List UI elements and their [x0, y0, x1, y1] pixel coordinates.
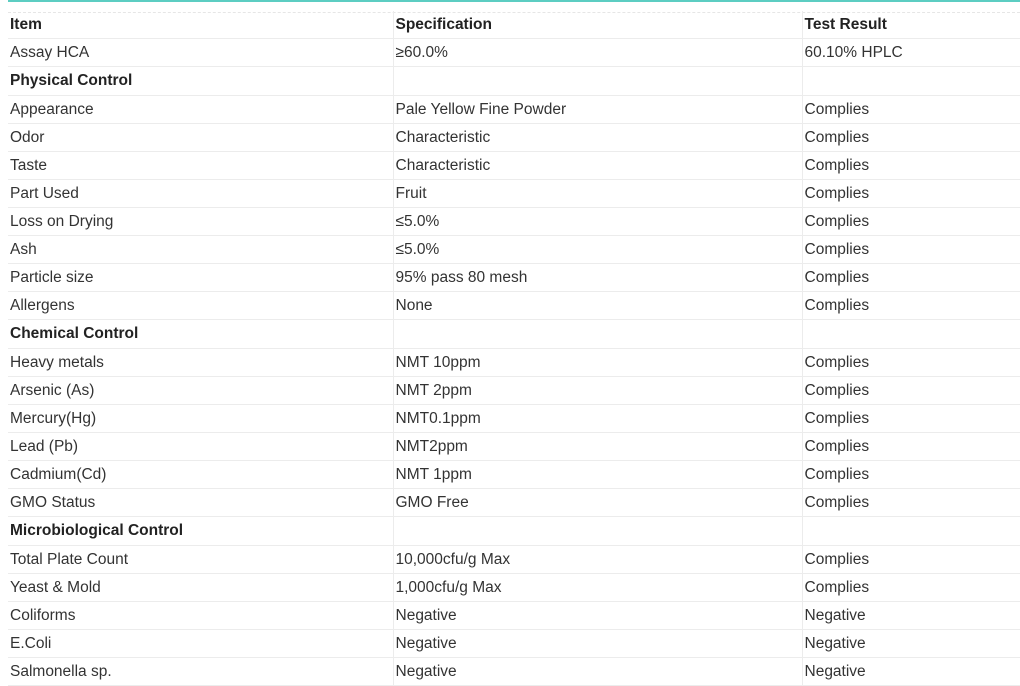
- cell-specification: Characteristic: [393, 124, 802, 152]
- cell-test-result: Complies: [802, 461, 1020, 489]
- specification-table: [8, 11, 1020, 686]
- top-accent-rule: [8, 0, 1020, 2]
- cell-specification: Pale Yellow Fine Powder: [393, 96, 802, 124]
- column-header-specification: Specification: [393, 11, 802, 39]
- cell-test-result: Complies: [802, 152, 1020, 180]
- cell-specification: 10,000cfu/g Max: [393, 546, 802, 574]
- cell-test-result: Negative: [802, 630, 1020, 658]
- cell-specification: None: [393, 292, 802, 320]
- cell-item: Coliforms: [8, 602, 393, 630]
- cell-item: GMO Status: [8, 489, 393, 517]
- cell-item: Appearance: [8, 96, 393, 124]
- cell-specification: NMT0.1ppm: [393, 405, 802, 433]
- table-row: [8, 124, 1020, 152]
- empty-cell: [802, 320, 1020, 349]
- cell-test-result: Complies: [802, 405, 1020, 433]
- cell-specification: NMT 10ppm: [393, 349, 802, 377]
- column-header-test-result: Test Result: [802, 11, 1020, 39]
- cell-test-result: Complies: [802, 208, 1020, 236]
- cell-item: Yeast & Mold: [8, 574, 393, 602]
- table-row: [8, 264, 1020, 292]
- table-row: [8, 433, 1020, 461]
- table-row: [8, 405, 1020, 433]
- table-row: [8, 630, 1020, 658]
- table-row: [8, 180, 1020, 208]
- cell-item: Allergens: [8, 292, 393, 320]
- cell-specification: 95% pass 80 mesh: [393, 264, 802, 292]
- cell-specification: NMT 1ppm: [393, 461, 802, 489]
- cell-test-result: Complies: [802, 124, 1020, 152]
- empty-cell: [393, 517, 802, 546]
- cell-specification: Negative: [393, 630, 802, 658]
- empty-cell: [802, 67, 1020, 96]
- cell-specification: NMT2ppm: [393, 433, 802, 461]
- cell-test-result: Complies: [802, 377, 1020, 405]
- cell-item: Cadmium(Cd): [8, 461, 393, 489]
- section-header-row: [8, 517, 1020, 546]
- section-title: Physical Control: [8, 67, 393, 96]
- table-header-row: [8, 11, 1020, 39]
- section-title: Chemical Control: [8, 320, 393, 349]
- cell-specification: Negative: [393, 658, 802, 686]
- cell-test-result: Complies: [802, 264, 1020, 292]
- cell-item: E.Coli: [8, 630, 393, 658]
- cell-item: Loss on Drying: [8, 208, 393, 236]
- cell-specification: Characteristic: [393, 152, 802, 180]
- cell-item: Odor: [8, 124, 393, 152]
- cell-test-result: Complies: [802, 292, 1020, 320]
- cell-item: Mercury(Hg): [8, 405, 393, 433]
- cell-specification: ≤5.0%: [393, 208, 802, 236]
- cell-specification: GMO Free: [393, 489, 802, 517]
- cell-specification: 1,000cfu/g Max: [393, 574, 802, 602]
- table-row: [8, 236, 1020, 264]
- cell-test-result: Complies: [802, 433, 1020, 461]
- cell-test-result: Complies: [802, 236, 1020, 264]
- table-row: [8, 208, 1020, 236]
- cell-test-result: 60.10% HPLC: [802, 39, 1020, 67]
- section-header-row: [8, 320, 1020, 349]
- table-row: [8, 96, 1020, 124]
- empty-cell: [393, 320, 802, 349]
- cell-item: Lead (Pb): [8, 433, 393, 461]
- cell-test-result: Complies: [802, 489, 1020, 517]
- cell-item: Taste: [8, 152, 393, 180]
- table-row: [8, 377, 1020, 405]
- table-body: [8, 11, 1020, 686]
- cell-item: Total Plate Count: [8, 546, 393, 574]
- cell-specification: ≥60.0%: [393, 39, 802, 67]
- table-row: [8, 574, 1020, 602]
- cell-item: Arsenic (As): [8, 377, 393, 405]
- cell-test-result: Complies: [802, 574, 1020, 602]
- cell-item: Part Used: [8, 180, 393, 208]
- cell-specification: Negative: [393, 602, 802, 630]
- table-row: [8, 602, 1020, 630]
- cell-test-result: Negative: [802, 602, 1020, 630]
- cell-item: Ash: [8, 236, 393, 264]
- cell-specification: Fruit: [393, 180, 802, 208]
- table-row: [8, 292, 1020, 320]
- cell-test-result: Complies: [802, 546, 1020, 574]
- cell-test-result: Complies: [802, 180, 1020, 208]
- table-row: [8, 658, 1020, 686]
- table-row: [8, 152, 1020, 180]
- column-header-item: Item: [8, 11, 393, 39]
- cell-item: Heavy metals: [8, 349, 393, 377]
- empty-cell: [802, 517, 1020, 546]
- section-title: Microbiological Control: [8, 517, 393, 546]
- cell-test-result: Complies: [802, 96, 1020, 124]
- table-row: [8, 546, 1020, 574]
- cell-test-result: Negative: [802, 658, 1020, 686]
- table-row: [8, 39, 1020, 67]
- section-header-row: [8, 67, 1020, 96]
- cell-specification: ≤5.0%: [393, 236, 802, 264]
- cell-item: Assay HCA: [8, 39, 393, 67]
- cell-test-result: Complies: [802, 349, 1020, 377]
- table-row: [8, 489, 1020, 517]
- table-row: [8, 461, 1020, 489]
- cell-item: Salmonella sp.: [8, 658, 393, 686]
- empty-cell: [393, 67, 802, 96]
- table-row: [8, 349, 1020, 377]
- cell-item: Particle size: [8, 264, 393, 292]
- cell-specification: NMT 2ppm: [393, 377, 802, 405]
